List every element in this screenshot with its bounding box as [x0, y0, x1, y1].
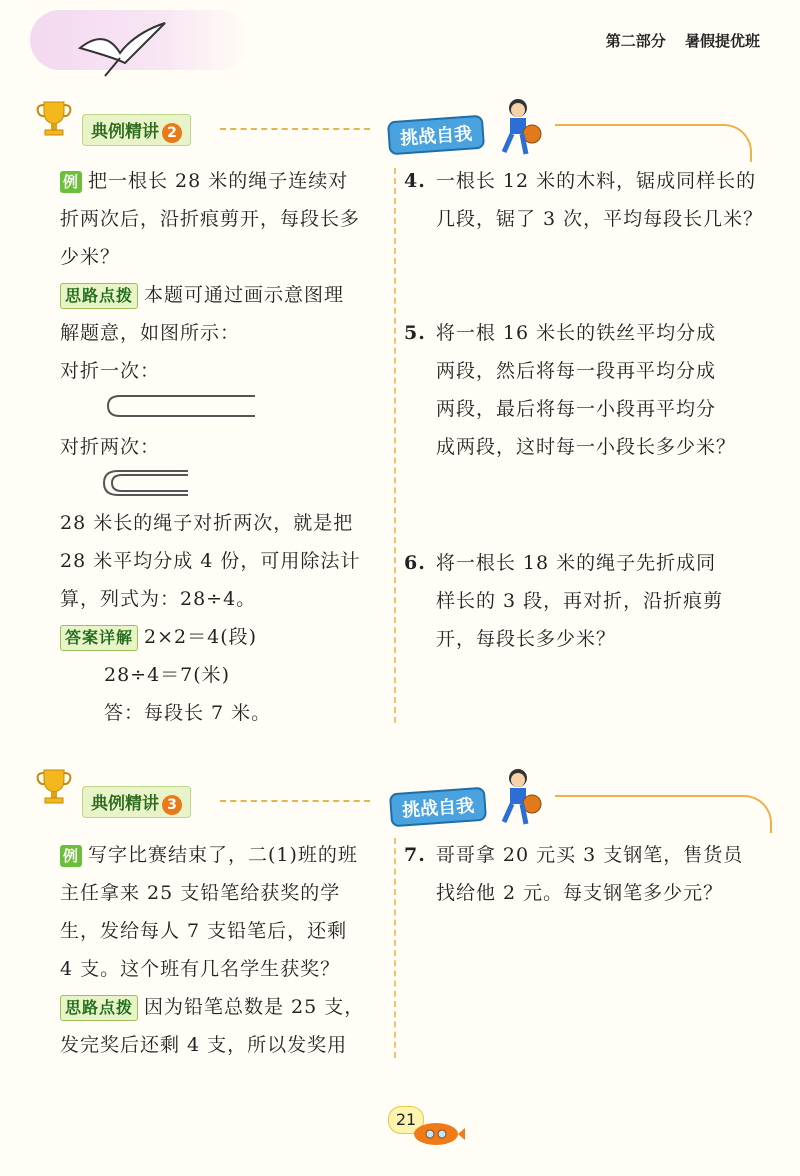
fold-twice-diagram	[60, 466, 390, 504]
page-number: 21	[388, 1106, 424, 1134]
answer-text: 2×2＝4(段)	[144, 626, 258, 648]
challenge-curve	[555, 795, 772, 833]
submarine-icon	[410, 1112, 466, 1148]
example-line	[60, 162, 390, 200]
answer-line	[60, 618, 390, 656]
explain-line: 28 米平均分成 4 份，可用除法计	[60, 550, 361, 572]
question-4	[404, 162, 764, 238]
question-text: 找给他 2 元。每支钢笔多少元？	[436, 882, 724, 904]
boy-basketball-icon	[492, 766, 548, 828]
example-line: 折两次后，沿折痕剪开，每段长多	[60, 208, 361, 230]
hint-text: 本题可通过画示意图理	[144, 284, 345, 306]
dash-divider	[220, 800, 370, 802]
question-text: 开，每段长多少米？	[436, 628, 617, 650]
example-2	[60, 162, 390, 732]
hint-tag: 思路点拨	[60, 283, 138, 309]
example-badge: 例	[60, 845, 82, 867]
section-number: 2	[162, 123, 182, 143]
hint-line	[60, 276, 390, 314]
dash-divider	[220, 128, 370, 130]
question-text: 几段，锯了 3 次，平均每段长几米？	[436, 208, 764, 230]
column-divider	[394, 168, 396, 723]
section-title-text: 典例精讲	[91, 122, 159, 142]
answer-line: 28÷4＝7(米)	[104, 664, 231, 686]
example-line: 生，发给每人 7 支铅笔后，还剩	[60, 920, 348, 942]
question-text: 两段，最后将每一小段再平均分	[436, 398, 717, 420]
fold-once-label: 对折一次：	[60, 360, 161, 382]
fold-twice-label: 对折两次：	[60, 436, 161, 458]
section-title-2	[82, 114, 191, 146]
challenge-label: 挑战自我	[389, 787, 487, 828]
question-number: 4.	[404, 170, 426, 192]
hint-line: 解题意，如图所示：	[60, 322, 241, 344]
section-title-text: 典例精讲	[91, 794, 159, 814]
trophy-icon	[34, 98, 74, 138]
example-text: 把一根长 28 米的绳子连续对	[88, 170, 349, 192]
example-text: 写字比赛结束了，二(1)班的班	[88, 844, 358, 866]
question-text: 一根长 12 米的木料，锯成同样长的	[435, 170, 757, 192]
answer-tag: 答案详解	[60, 625, 138, 651]
question-text: 样长的 3 段，再对折，沿折痕剪	[436, 590, 724, 612]
example-line: 主任拿来 25 支铅笔给获奖的学	[60, 882, 341, 904]
question-number: 5.	[404, 322, 426, 344]
hint-tag: 思路点拨	[60, 995, 138, 1021]
challenge-curve	[555, 124, 752, 162]
question-text: 哥哥拿 20 元买 3 支钢笔，售货员	[435, 844, 744, 866]
explain-line: 28 米长的绳子对折两次，就是把	[60, 512, 354, 534]
question-number: 6.	[404, 552, 426, 574]
hint-text: 因为铅笔总数是 25 支，	[144, 996, 365, 1018]
answer-line: 答：每段长 7 米。	[104, 702, 272, 724]
example-badge: 例	[60, 171, 82, 193]
question-6	[404, 544, 764, 658]
header-part: 第二部分	[605, 32, 666, 50]
question-text: 两段，然后将每一段再平均分成	[436, 360, 717, 382]
section-number: 3	[162, 795, 182, 815]
question-number: 7.	[404, 844, 426, 866]
seagull-icon	[75, 18, 170, 78]
question-text: 将一根长 18 米的绳子先折成同	[435, 552, 717, 574]
example-3	[60, 836, 390, 1064]
section-title-3	[82, 786, 191, 818]
explain-line: 算，列式为：28÷4。	[60, 588, 257, 610]
fold-once-diagram	[60, 390, 390, 428]
trophy-icon	[34, 766, 74, 806]
question-text: 将一根 16 米长的铁丝平均分成	[435, 322, 717, 344]
challenge-label: 挑战自我	[387, 115, 485, 156]
question-7	[404, 836, 764, 912]
rope-fold-twice-icon	[100, 466, 230, 500]
boy-basketball-icon	[492, 96, 548, 158]
page-header	[592, 30, 760, 51]
header-section: 暑假提优班	[684, 32, 760, 50]
column-divider	[394, 838, 396, 1058]
hint-line: 发完奖后还剩 4 支，所以发奖用	[60, 1034, 348, 1056]
rope-fold-once-icon	[100, 390, 270, 424]
question-5	[404, 314, 764, 466]
question-text: 成两段，这时每一小段长多少米？	[436, 436, 737, 458]
example-line: 少米？	[60, 246, 121, 268]
example-line: 4 支。这个班有几名学生获奖？	[60, 958, 341, 980]
